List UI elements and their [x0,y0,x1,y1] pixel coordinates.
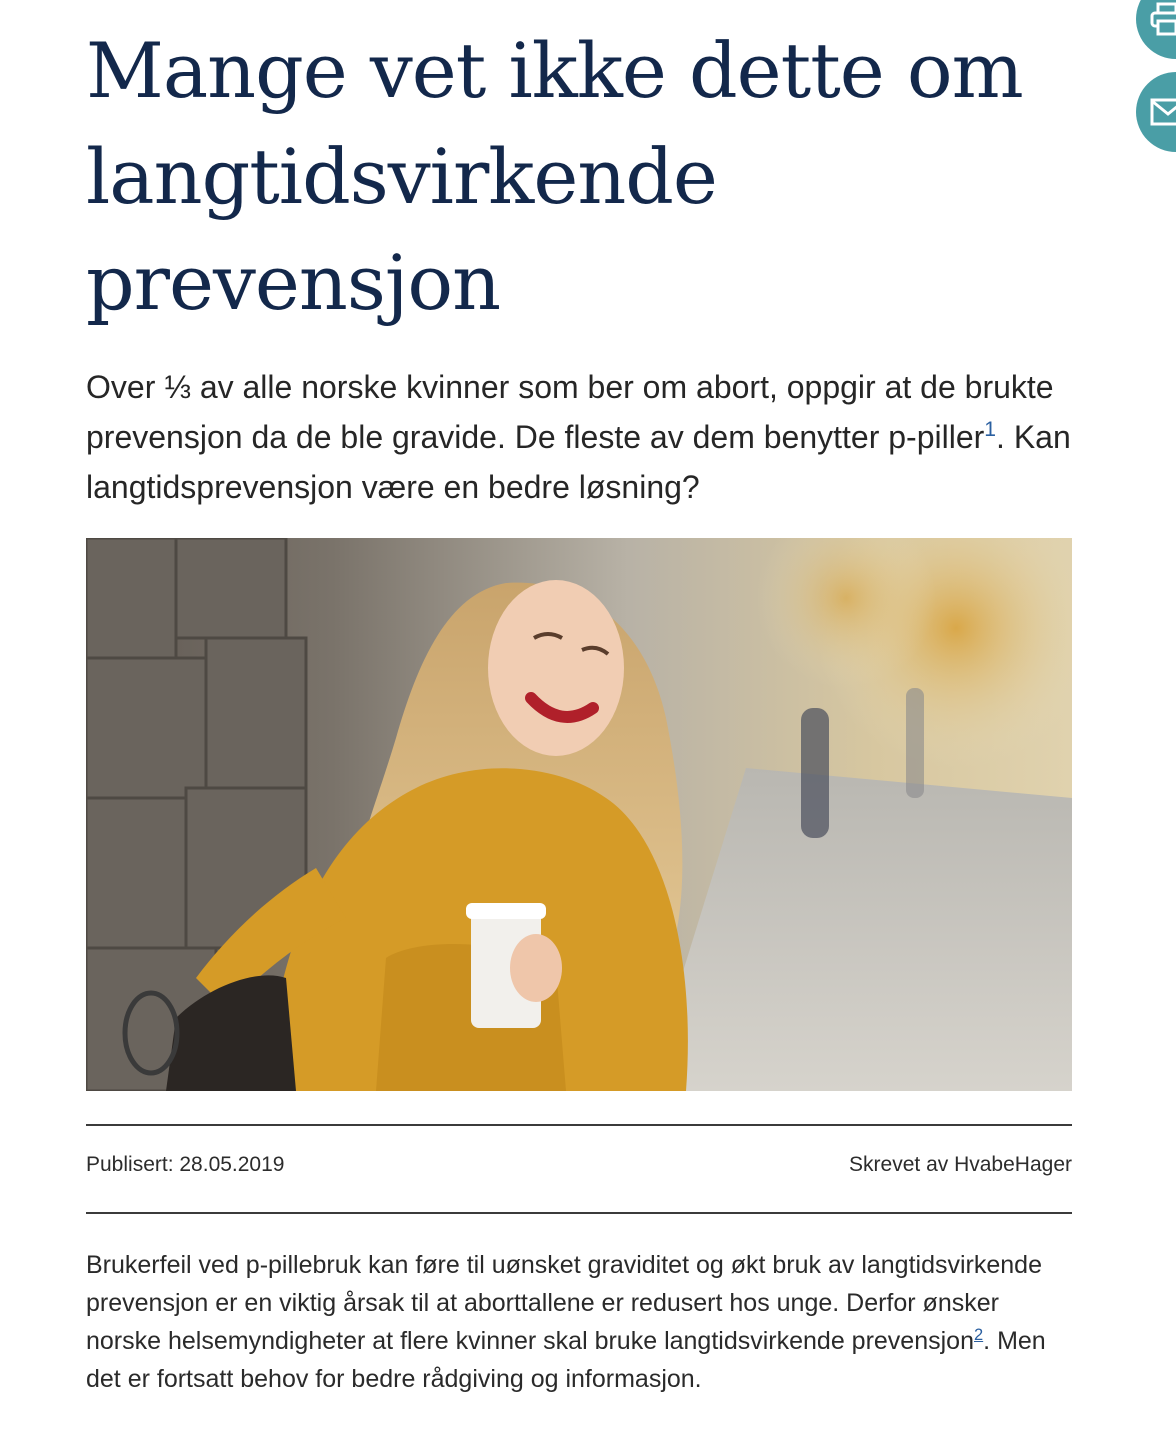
author: Skrevet av HvabeHager [849,1153,1072,1176]
print-icon [1150,2,1176,36]
article-meta [86,1153,1072,1177]
published-date: Publisert: 28.05.2019 [86,1153,285,1176]
meta-divider-top [86,1124,1072,1126]
body-text-2: . Men det er fortsatt behov for bedre rådgiving og informasjon. [86,1327,1046,1393]
article [86,0,1072,1393]
footnote-ref-1[interactable]: 1 [984,418,997,442]
hero-photo-illustration [86,538,1072,1091]
mail-button[interactable] [1136,72,1176,152]
print-button[interactable] [1136,0,1176,59]
article-ingress [86,362,1072,512]
article-title: Mange vet ikke dette om langtidsvirkende prevensjon [86,26,1023,327]
hero-image [86,538,1072,1091]
footnote-ref-2[interactable]: 2 [973,1325,984,1344]
body-text-1: Brukerfeil ved p-pillebruk kan føre til uønsket graviditet og økt bruk av langtidsvirkende prevensjon er en viktig årsak til at aborttallene er redusert hos unge. Derfor ønsker norske helsemyndigheter at flere kvinner skal bruke langtidsvirkende prevensjon [86,1251,1042,1355]
meta-divider-bottom [86,1212,1072,1214]
article-body [86,1246,1072,1398]
mail-icon [1150,98,1176,126]
ingress-text-1: Over ⅓ av alle norske kvinner som ber om abort, oppgir at de brukte prevensjon da de ble gravide. De fleste av dem benytter p-piller [86,369,1054,455]
ingress-text-2: . Kan langtidsprevensjon være en bedre løsning? [86,419,1071,505]
